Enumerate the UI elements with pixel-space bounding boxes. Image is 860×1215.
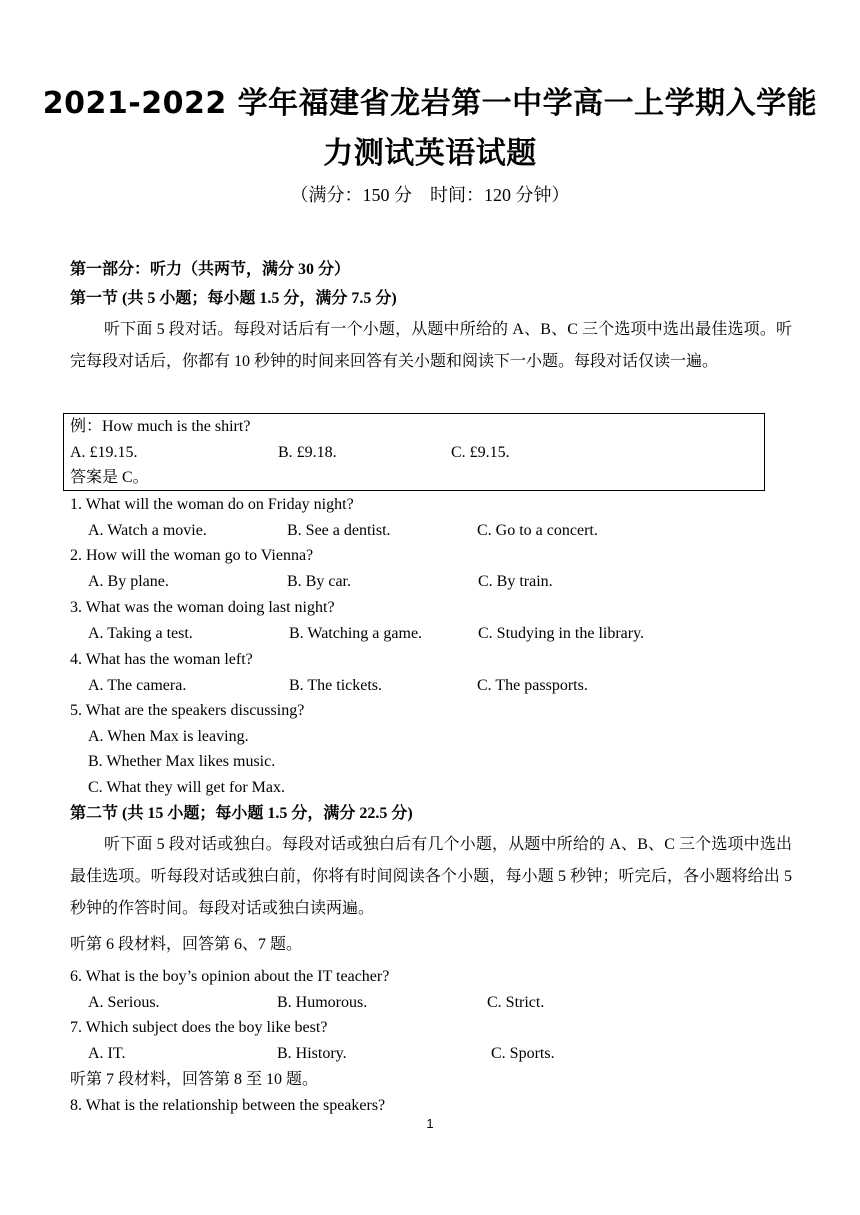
question-2-option-c: C. By train. bbox=[478, 573, 553, 590]
exam-title-line2: 力测试英语试题 bbox=[323, 136, 537, 171]
section1-instructions: 听下面 5 段对话。每段对话后有一个小题，从题中所给的 A、B、C 三个选项中选出最佳选项。听完每段对话后，你都有 10 秒钟的时间来回答有关小题和阅读下一小题。每段对话仅读一遍。 bbox=[70, 321, 792, 370]
question-5-option-b: B. Whether Max likes music. bbox=[88, 753, 276, 770]
section2-heading: 第二节 (共 15 小题；每小题 1.5 分，满分 22.5 分) bbox=[70, 805, 413, 822]
example-answer: 答案是 C。 bbox=[70, 469, 149, 486]
question-1-option-a: A. Watch a movie. bbox=[88, 522, 207, 539]
question-2: 2. How will the woman go to Vienna? bbox=[70, 547, 314, 564]
question-5-option-a: A. When Max is leaving. bbox=[88, 728, 249, 745]
exam-subtitle: （满分：150 分 时间：120 分钟） bbox=[290, 185, 570, 205]
question-7-option-a: A. IT. bbox=[88, 1045, 126, 1062]
page-number: 1 bbox=[426, 1116, 434, 1131]
question-6-option-c: C. Strict. bbox=[487, 994, 545, 1011]
section1-heading: 第一节 (共 5 小题；每小题 1.5 分，满分 7.5 分) bbox=[70, 290, 397, 307]
question-1-option-b: B. See a dentist. bbox=[287, 522, 391, 539]
question-4-option-a: A. The camera. bbox=[88, 677, 187, 694]
question-4: 4. What has the woman left? bbox=[70, 651, 253, 668]
question-1-option-c: C. Go to a concert. bbox=[477, 522, 598, 539]
material6-note: 听第 6 段材料，回答第 6、7 题。 bbox=[70, 936, 303, 953]
question-2-option-a: A. By plane. bbox=[88, 573, 169, 590]
question-3: 3. What was the woman doing last night? bbox=[70, 599, 335, 616]
material7-note: 听第 7 段材料，回答第 8 至 10 题。 bbox=[70, 1071, 319, 1088]
question-3-option-b: B. Watching a game. bbox=[289, 625, 423, 642]
question-7-option-b: B. History. bbox=[277, 1045, 347, 1062]
question-6-option-a: A. Serious. bbox=[88, 994, 160, 1011]
question-4-option-c: C. The passports. bbox=[477, 677, 588, 694]
question-3-option-c: C. Studying in the library. bbox=[478, 625, 645, 642]
question-1: 1. What will the woman do on Friday night? bbox=[70, 496, 354, 513]
example-option-b: B. £9.18. bbox=[278, 444, 337, 461]
question-8: 8. What is the relationship between the speakers? bbox=[70, 1097, 386, 1114]
question-7: 7. Which subject does the boy like best? bbox=[70, 1019, 328, 1036]
question-3-option-a: A. Taking a test. bbox=[88, 625, 193, 642]
question-6: 6. What is the boy’s opinion about the IT teacher? bbox=[70, 968, 390, 985]
question-5: 5. What are the speakers discussing? bbox=[70, 702, 305, 719]
question-5-option-c: C. What they will get for Max. bbox=[88, 779, 285, 796]
example-option-a: A. £19.15. bbox=[70, 444, 138, 461]
question-7-option-c: C. Sports. bbox=[491, 1045, 555, 1062]
example-option-c: C. £9.15. bbox=[451, 444, 510, 461]
exam-title-line1: 2021-2022 学年福建省龙岩第一中学高一上学期入学能 bbox=[42, 86, 818, 121]
question-4-option-b: B. The tickets. bbox=[289, 677, 383, 694]
example-question: 例：How much is the shirt? bbox=[70, 418, 251, 435]
question-6-option-b: B. Humorous. bbox=[277, 994, 368, 1011]
section2-instructions: 听下面 5 段对话或独白。每段对话或独白后有几个小题，从题中所给的 A、B、C 三个选项中选出最佳选项。听每段对话或独白前，你将有时间阅读各个小题，每小题 5 秒钟；听完后，各小题将给出 5 秒钟的作答时间。每段对话或独白读两遍。 bbox=[70, 836, 792, 917]
part1-heading: 第一部分：听力（共两节，满分 30 分） bbox=[70, 261, 351, 278]
question-2-option-b: B. By car. bbox=[287, 573, 351, 590]
